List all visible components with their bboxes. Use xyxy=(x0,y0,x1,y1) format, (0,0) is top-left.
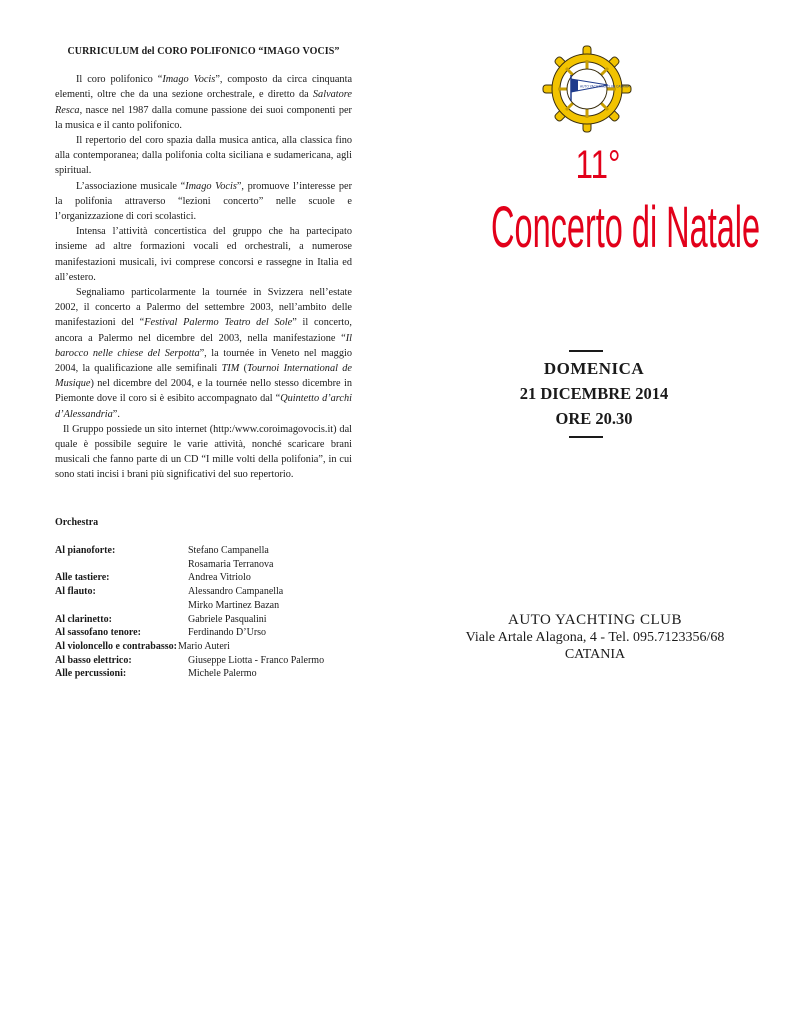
curriculum-paragraph-3: L’associazione musicale “Imago Vocis”, promuove l’interesse per la polifonia attraverso “lezioni concerto” nelle scuole e l’organizzazione di cori scolastici. xyxy=(55,180,353,223)
orchestra-role: Al sassofano tenore: xyxy=(55,627,141,639)
orchestra-row xyxy=(55,571,324,585)
orchestra-member: Giuseppe Liotta - Franco Palermo xyxy=(188,654,325,666)
event-date: 21 DICEMBRE 2014 xyxy=(519,384,669,403)
orchestra-role: Al clarinetto: xyxy=(55,613,112,625)
divider-top xyxy=(569,350,603,352)
curriculum-paragraph-5: Segnaliamo particolarmente la tournée in Svizzera nell’estate 2002, il concerto a Palermo del settembre 2003, nell’ambito delle manifestazioni del “Festival Palermo Teatro del Sole” il concerto, ancora a Palermo nel dicembre del 2003, nella manifestazione “Il barocco nelle chiese del Serpotta”, la tournée in Veneto nel maggio 2004, la qualificazione alle semifinali TIM (Tournoi International de Musique) nel dicembre del 2004, e la tournée nello stesso dicembre in Piemonte dove il coro si è esibito accompagnato dal “Quintetto d’archi d’Alessandria”. xyxy=(55,287,353,420)
curriculum-title: CURRICULUM del CORO POLIFONICO “IMAGO VOCIS” xyxy=(67,46,340,57)
orchestra-member: Mario Auteri xyxy=(177,640,230,652)
curriculum-paragraph-6: Il Gruppo possiede un sito internet (http:/www.coroimagovocis.it) dal quale è possibile seguire le varie attività, nonché scaricare brani musicali che fanno parte di un CD “I mille volti della polifonia”, in cui sono stati incisi i brani più significativi del suo repertorio. xyxy=(55,423,352,481)
orchestra-row xyxy=(55,654,324,668)
orchestra-member: Andrea Vitriolo xyxy=(188,572,251,584)
curriculum-paragraph-1: Il coro polifonico “Imago Vocis”, composto da circa cinquanta elementi, oltre che da una sezione orchestrale, e diretto da Salvatore Resca, nasce nel 1987 dalla comune passione dei suoi componenti per la musica e il canto polifonico. xyxy=(55,74,353,131)
orchestra-member: Michele Palermo xyxy=(188,668,257,680)
orchestra-row xyxy=(55,613,324,627)
orchestra-role: Al pianoforte: xyxy=(55,545,116,556)
orchestra-member: Mirko Martinez Bazan xyxy=(188,599,280,611)
divider-bottom xyxy=(569,436,603,438)
venue-block xyxy=(440,612,750,663)
orchestra-row xyxy=(55,626,324,640)
ship-wheel-icon xyxy=(542,45,632,133)
orchestra-member: Alessandro Campanella xyxy=(188,586,284,598)
orchestra-row xyxy=(55,585,324,599)
curriculum-paragraph-2: Il repertorio del coro spazia dalla musica antica, alla classica fino alla contemporanea; dalla polifonia colta siciliana e sudamericana, agli spiritual. xyxy=(55,135,352,177)
venue-city: CATANIA xyxy=(564,647,626,662)
event-schedule xyxy=(490,356,698,431)
edition-number: 11° xyxy=(575,143,621,187)
event-day: DOMENICA xyxy=(543,359,645,378)
orchestra-role: Al violoncello e contrabasso: xyxy=(55,640,177,652)
orchestra-list xyxy=(55,544,324,681)
svg-text:AUTO YACHTING CLUB CATANIA: AUTO YACHTING CLUB CATANIA xyxy=(580,84,630,89)
orchestra-role: Alle percussioni: xyxy=(55,668,127,680)
orchestra-member: Gabriele Pasqualini xyxy=(188,613,267,625)
orchestra-row xyxy=(55,667,324,681)
orchestra-role: Al flauto: xyxy=(55,586,96,598)
orchestra-member: Ferdinando D’Urso xyxy=(188,627,267,639)
orchestra-title: Orchestra xyxy=(55,517,99,528)
curriculum-section xyxy=(55,44,352,483)
orchestra-member: Stefano Campanella xyxy=(188,545,269,556)
orchestra-role: Alle tastiere: xyxy=(55,572,110,584)
orchestra-role xyxy=(55,599,188,613)
orchestra-role xyxy=(55,558,188,572)
venue-address: Viale Artale Alagona, 4 - Tel. 095.7123356/68 xyxy=(465,630,725,645)
orchestra-row xyxy=(55,544,324,558)
orchestra-member: Rosamaria Terranova xyxy=(188,558,274,570)
concert-title: Concerto di Natale xyxy=(491,195,761,260)
venue-name: AUTO YACHTING CLUB xyxy=(508,612,682,628)
orchestra-row xyxy=(55,599,324,613)
curriculum-paragraph-4: Intensa l’attività concertistica del gruppo che ha partecipato insieme ad altre formazioni vocali ed orchestrali, a numerose manifestazioni musicali, ivi comprese concorsi e rassegne in Italia ed all’estero. xyxy=(55,226,352,283)
orchestra-row xyxy=(55,640,324,654)
orchestra-row xyxy=(55,558,324,572)
orchestra-role: Al basso elettrico: xyxy=(55,654,132,666)
event-time: ORE 20.30 xyxy=(555,409,633,428)
